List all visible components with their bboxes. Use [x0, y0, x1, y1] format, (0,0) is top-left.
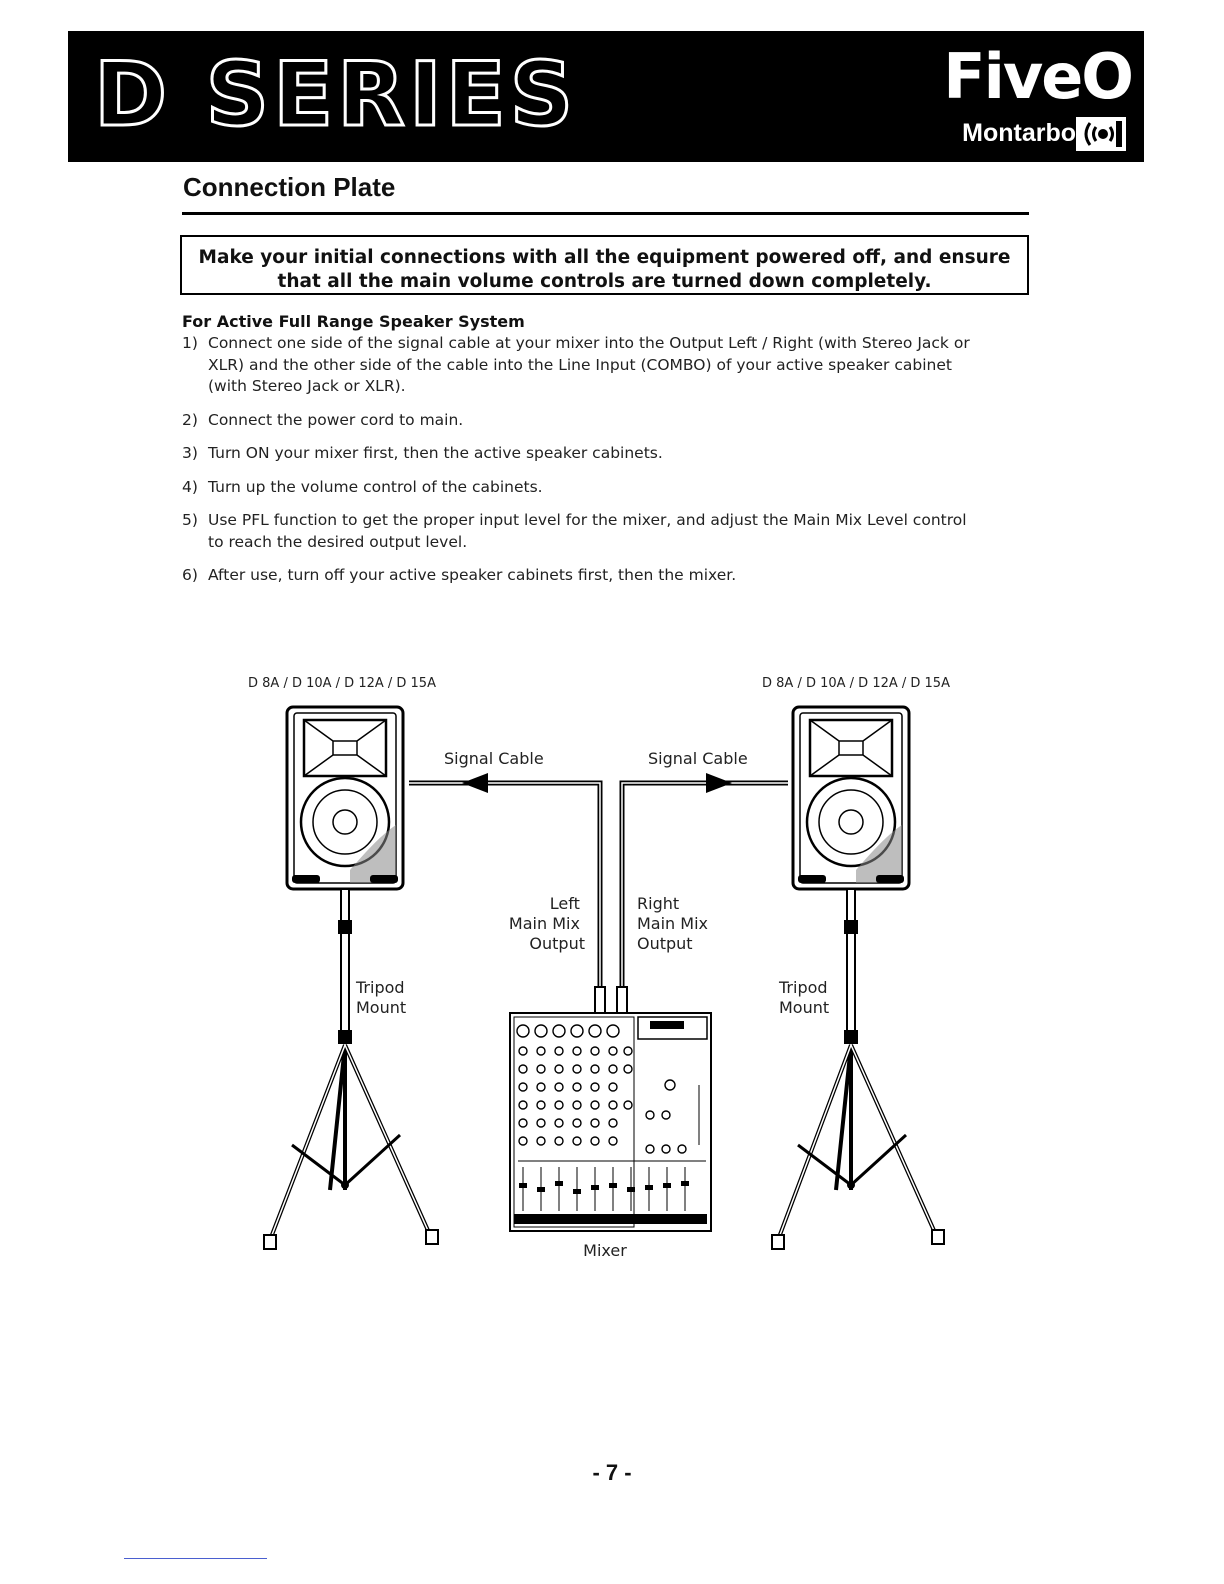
left-speaker-icon — [287, 707, 403, 889]
page-title: Connection Plate — [183, 172, 396, 202]
brand-name: FiveO — [943, 40, 1132, 113]
title-divider — [182, 212, 1029, 215]
list-item — [182, 565, 972, 587]
right-output-line-3: Output — [637, 934, 693, 953]
header-banner — [68, 31, 1144, 162]
safety-notice — [180, 235, 1029, 295]
step-text: Connect the power cord to main. — [208, 410, 464, 429]
signal-cables — [409, 773, 788, 1015]
left-mount-line-2: Mount — [356, 998, 407, 1017]
step-number: 4) — [182, 477, 198, 496]
instruction-list — [182, 333, 972, 599]
left-model-label: D 8A / D 10A / D 12A / D 15A — [248, 676, 436, 691]
brand-logo — [932, 40, 1132, 153]
step-text: Use PFL function to get the proper input level for the mixer, and adjust the Main Mix Level control to reach the desired output level. — [208, 511, 967, 551]
left-tripod-icon — [264, 889, 438, 1249]
left-output-line-2: Main Mix — [508, 914, 580, 933]
step-number: 1) — [182, 334, 198, 352]
left-mount-label — [355, 978, 410, 1017]
list-item — [182, 510, 972, 553]
footer-link-line — [124, 1558, 267, 1559]
left-output-label — [509, 894, 585, 953]
right-tripod-icon — [772, 889, 944, 1249]
left-output-line-3: Output — [529, 934, 585, 953]
step-text: Connect one side of the signal cable at your mixer into the Output Left / Right (with Stereo Jack or XLR) and the other side of the cable into the Line Input (COMBO) of your active speaker cabinet (with Stereo Jack or XLR). — [208, 334, 970, 395]
right-cable-label: Signal Cable — [648, 749, 748, 768]
step-number: 2) — [182, 410, 198, 429]
right-mount-label — [778, 978, 833, 1017]
mixer-label: Mixer — [583, 1241, 627, 1260]
left-output-line-1: Left — [549, 894, 580, 913]
step-number: 5) — [182, 511, 198, 529]
left-cable-label: Signal Cable — [444, 749, 544, 768]
right-arrow-icon — [706, 773, 732, 793]
section-subheading: For Active Full Range Speaker System — [182, 312, 525, 331]
notice-line-2: that all the main volume controls are turned down completely. — [277, 271, 932, 292]
left-arrow-icon — [462, 773, 488, 793]
right-mount-line-1: Tripod — [779, 978, 828, 997]
step-number: 3) — [182, 444, 198, 462]
connection-diagram — [230, 665, 970, 1265]
left-mount-line-1: Tripod — [356, 978, 405, 997]
list-item — [182, 333, 972, 398]
right-mount-line-2: Mount — [779, 998, 830, 1017]
step-text: Turn ON your mixer first, then the active speaker cabinets. — [208, 444, 663, 462]
notice-line-1: Make your initial connections with all the equipment powered off, and ensure — [198, 247, 1011, 268]
speaker-logo-icon — [1076, 117, 1126, 151]
step-text: Turn up the volume control of the cabinets. — [208, 477, 543, 496]
step-text: After use, turn off your active speaker cabinets first, then the mixer. — [208, 566, 737, 584]
page-number: - 7 - — [592, 1460, 632, 1485]
right-output-label — [637, 894, 713, 953]
list-item — [182, 410, 972, 432]
right-output-line-2: Main Mix — [637, 914, 708, 933]
right-model-label: D 8A / D 10A / D 12A / D 15A — [762, 676, 950, 691]
list-item — [182, 477, 972, 499]
brand-subname: Montarbo — [962, 119, 1076, 147]
series-title: D SERIES — [94, 43, 578, 146]
step-number: 6) — [182, 566, 198, 584]
right-speaker-icon — [793, 707, 909, 889]
right-output-line-1: Right — [637, 894, 680, 913]
mixer-icon — [510, 1013, 711, 1231]
list-item — [182, 443, 972, 465]
